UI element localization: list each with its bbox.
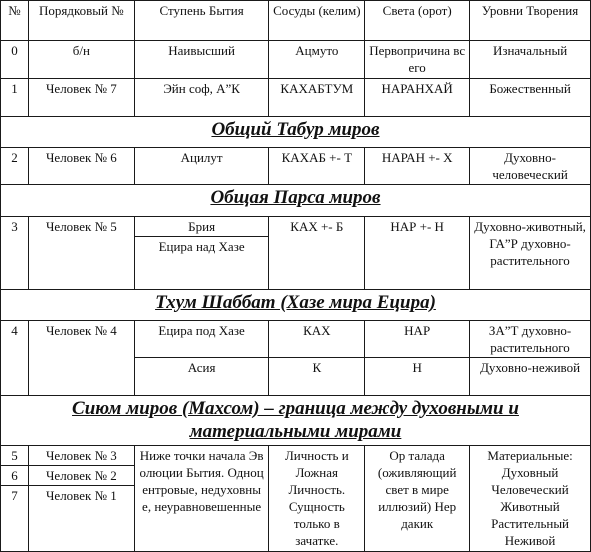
row-person: Человек № 7 — [28, 79, 134, 117]
row-vessels: Ацмуто — [269, 41, 365, 79]
row-person: Человек № 1 — [28, 486, 134, 506]
row-stage: Ецира под Хазе — [134, 321, 269, 358]
table-row — [1, 79, 591, 117]
table-row — [1, 446, 591, 466]
banner-row — [1, 396, 591, 446]
row-stage: Ацилут — [134, 148, 269, 185]
banner-row — [1, 290, 591, 321]
row-number: 7 — [1, 486, 29, 506]
row-vessels: КАХАБ +- Т — [269, 148, 365, 185]
row-number: 1 — [1, 79, 29, 117]
row-person: Человек № 2 — [28, 466, 134, 486]
row-number: 3 — [1, 217, 29, 290]
row-lights: НАР +- Н — [365, 217, 470, 290]
banner-tkhum-shabbat: Тхум Шаббат (Хазе мира Ецира) — [1, 290, 591, 321]
row-lights: НАРАН +- Х — [365, 148, 470, 185]
row-vessels: К — [269, 358, 365, 396]
banner-machsom: Сиюм миров (Махсом) – граница между духовными и материальными мирами — [1, 396, 591, 446]
empty-cell — [1, 505, 29, 551]
row-level: Божественный — [470, 79, 591, 117]
row-stage: Асия — [134, 358, 269, 396]
table-row — [1, 41, 591, 79]
row-number: 4 — [1, 321, 29, 396]
row-person: б/н — [28, 41, 134, 79]
banner-tabur: Общий Табур миров — [1, 117, 591, 148]
row-level: Духовно-животный, ГА”Р духовно-растительного — [470, 217, 591, 290]
row-vessels: КАХАБТУМ — [269, 79, 365, 117]
row-number: 5 — [1, 446, 29, 466]
row-level: Духовно-человеческий — [470, 148, 591, 185]
row-stage: Эйн соф, А”К — [134, 79, 269, 117]
table-row — [1, 148, 591, 185]
header-number: № — [1, 1, 29, 41]
table-row — [1, 321, 591, 358]
row-lights: Н — [365, 358, 470, 396]
empty-cell — [28, 505, 134, 551]
row-level: Материальные: Духовный Человеческий Животный Растительный Неживой — [470, 446, 591, 552]
row-level: Духовно-неживой — [470, 358, 591, 396]
row-stage: Наивысший — [134, 41, 269, 79]
table-row — [1, 217, 591, 237]
row-person: Человек № 3 — [28, 446, 134, 466]
row-lights: НАР — [365, 321, 470, 358]
header-stage: Ступень Бытия — [134, 1, 269, 41]
row-lights: Первопричина всего — [365, 41, 470, 79]
header-levels: Уровни Творения — [470, 1, 591, 41]
row-lights: НАРАНХАЙ — [365, 79, 470, 117]
header-lights: Света (орот) — [365, 1, 470, 41]
row-vessels: КАХ — [269, 321, 365, 358]
row-number: 0 — [1, 41, 29, 79]
row-number: 6 — [1, 466, 29, 486]
row-number: 2 — [1, 148, 29, 185]
row-lights: Ор талада (оживляющий свет в мире иллюзий) Нер дакик — [365, 446, 470, 552]
row-level: Изначальный — [470, 41, 591, 79]
banner-row — [1, 185, 591, 217]
header-row — [1, 1, 591, 41]
row-level: ЗА”Т духовно-растительного — [470, 321, 591, 358]
header-ordinal: Порядковый № — [28, 1, 134, 41]
banner-row — [1, 117, 591, 148]
banner-parsa: Общая Парса миров — [1, 185, 591, 217]
row-person: Человек № 6 — [28, 148, 134, 185]
row-stage: Ниже точки начала Эволюции Бытия. Одноцентровые, недуховные, неуравновешенные — [134, 446, 269, 552]
row-stage: Ецира над Хазе — [134, 237, 269, 290]
row-vessels: КАХ +- Б — [269, 217, 365, 290]
row-vessels: Личность и Ложная Личность. Сущность только в зачатке. — [269, 446, 365, 552]
row-person: Человек № 4 — [28, 321, 134, 396]
row-stage: Брия — [134, 217, 269, 237]
header-vessels: Сосуды (келим) — [269, 1, 365, 41]
row-person: Человек № 5 — [28, 217, 134, 290]
